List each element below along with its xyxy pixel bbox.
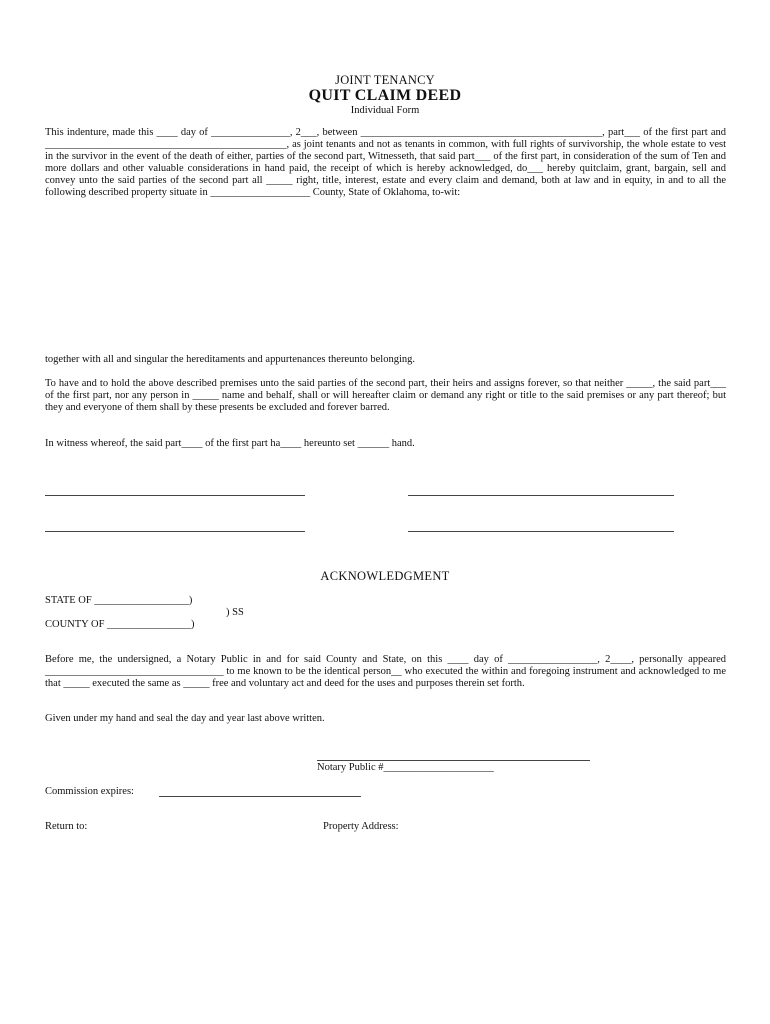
signature-line-1[interactable] xyxy=(45,495,305,496)
indenture-paragraph: This indenture, made this ____ day of _______________, 2___, between ______________________________________________, part___ of the first part and ______________________________________________, as joint tenants and not as tenants in common, with full rights of survivorship, the whole estate to vest in the survivor in the event of the death of either, parties of the second part, Witnesseth, that said part___ of the first part, in consideration of the sum of Ten and more dollars and other valuable considerations in hand paid, the receipt of which is hereby acknowledged, do___ hereby quitclaim, grant, bargain, sell and convey unto the said parties of the second part all _____ right, title, interest, estate and every claim and demand, both at law and in equity, in and to all the following described property situate in ___________________ County, State of Oklahoma, to-wit: xyxy=(45,127,726,198)
acknowledgment-heading: ACKNOWLEDGMENT xyxy=(320,569,450,583)
notary-signature-line[interactable] xyxy=(317,760,590,761)
signature-line-3[interactable] xyxy=(45,531,305,532)
notary-paragraph: Before me, the undersigned, a Notary Public in and for said County and State, on this ____ day of _________________, 2____, personally appeared __________________________________ to me known to be the identical person__ who executed the within and foregoing instrument and acknowledged to me that _____ executed the same as _____ free and voluntary act and deed for the uses and purposes therein set forth. xyxy=(45,654,726,689)
state-of-line: STATE OF __________________) xyxy=(45,595,193,606)
form-subtitle: Individual Form xyxy=(350,105,420,116)
commission-expires-line[interactable] xyxy=(159,796,361,797)
return-to-label: Return to: xyxy=(45,821,88,832)
witness-paragraph: In witness whereof, the said part____ of the first part ha____ hereunto set ______ hand. xyxy=(45,438,415,449)
form-type-title: JOINT TENANCY xyxy=(335,73,435,87)
commission-expires-label: Commission expires: xyxy=(45,786,134,797)
county-of-line: COUNTY OF ________________) xyxy=(45,619,195,630)
given-under-hand: Given under my hand and seal the day and year last above written. xyxy=(45,713,325,724)
habendum-paragraph: To have and to hold the above described premises unto the said parties of the second part, their heirs and assigns forever, so that neither _____, the said part___ of the first part, nor any person in _____ name and behalf, shall or will hereafter claim or demand any right or title to the said premises or any part thereof; but they and everyone of them shall by these presents be excluded and forever barred. xyxy=(45,378,726,413)
ss-line: ) SS xyxy=(226,607,244,618)
deed-title: QUIT CLAIM DEED xyxy=(308,87,462,104)
signature-line-2[interactable] xyxy=(408,495,674,496)
property-address-label: Property Address: xyxy=(323,821,399,832)
appurtenances-paragraph: together with all and singular the hereditaments and appurtenances thereunto belonging. xyxy=(45,354,416,365)
signature-line-4[interactable] xyxy=(408,531,674,532)
notary-public-number: Notary Public #_____________________ xyxy=(317,762,494,773)
